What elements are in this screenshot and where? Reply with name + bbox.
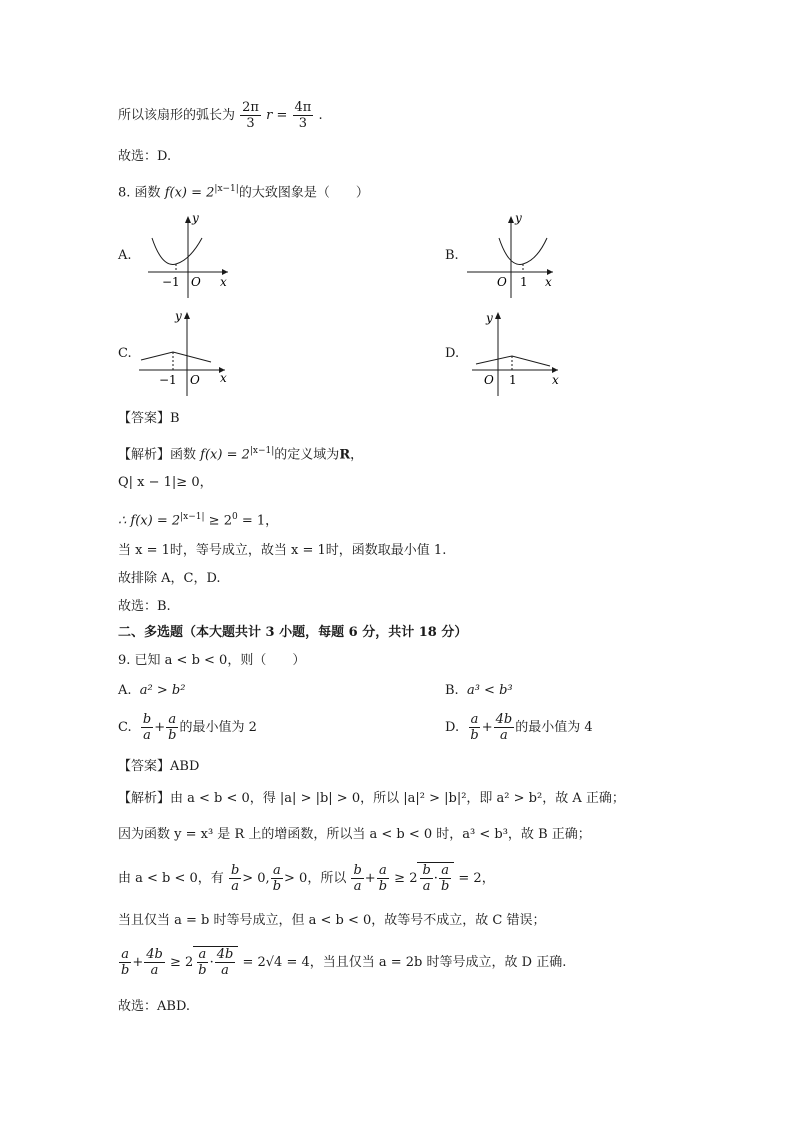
question-8: 8. 函数 $f(x) = 2^{|x-1|}$的大致图象是（ ） xyxy=(118,184,369,201)
option-9c: C. $\frac{b}{a}$ + $\frac{a}{b}$ 的最小值为 2 xyxy=(118,712,257,743)
question-9: 9. 已知 a < b < 0，则（ ） xyxy=(118,653,306,668)
step-1: Q| x − 1|≥ 0， xyxy=(118,475,213,490)
y-axis-label: y xyxy=(175,309,182,323)
analysis-9-line-3: 由 a < b < 0，有 $\frac{b}{a}$ > 0, $\frac{a}{b}$ > 0，所以 $\frac{b}{a}$ + $\frac{a}{b}$ ≥ 2 $\frac{b}{a}$ · $\frac{a}{b}$ = 2， xyxy=(118,863,495,894)
x-axis-label: x xyxy=(545,275,552,289)
analysis-9-line-5: $\frac{a}{b}$ + $\frac{4b}{a}$ ≥ 2 $\frac{a}{b}$ · $\frac{4b}{a}$ = 2√4 = 4，当且仅当 a = 2b 时等号成立，故 D 正确. xyxy=(121,947,567,978)
fraction: $\frac{2\pi}{3}$ xyxy=(242,100,259,131)
origin-label: O xyxy=(190,373,200,387)
x-axis-label: x xyxy=(220,371,227,385)
sqrt: $\frac{a}{b}$ · $\frac{4b}{a}$ xyxy=(193,946,238,978)
y-axis-label: y xyxy=(486,311,493,325)
y-axis-label: y xyxy=(515,211,522,225)
section-heading: 二、多选题（本大题共计 3 小题，每题 6 分，共计 18 分） xyxy=(118,625,468,640)
option-a-label: A. xyxy=(118,248,132,263)
analysis-9-end: 故选：ABD. xyxy=(118,999,191,1014)
graph-b xyxy=(465,210,565,300)
option-c-label: C. xyxy=(118,346,132,361)
option-9d: D. $\frac{a}{b}$ + $\frac{4b}{a}$ 的最小值为 4 xyxy=(445,712,593,743)
option-d-label: D. xyxy=(445,346,460,361)
tick-label: −1 xyxy=(162,275,180,289)
analysis-9-line-1: 【解析】由 a < b < 0，得 |a| > |b| > 0，所以 |a|² > |b|²，即 a² > b²，故 A 正确； xyxy=(118,791,625,806)
answer-8: 【答案】B xyxy=(118,411,180,426)
graph-a xyxy=(140,210,240,300)
step-2: ∴ $f(x) = 2^{|x-1|} \ge 2^0 = 1$， xyxy=(118,512,279,529)
arc-length-line: 所以该扇形的弧长为 $\frac{2\pi}{3}$ r = $\frac{4\pi}{3}$ . xyxy=(118,100,323,131)
text-segment: r = xyxy=(266,108,288,123)
tick-label: −1 xyxy=(159,373,177,387)
choice-line-d: 故选：D. xyxy=(118,149,172,164)
analysis-8: 【解析】函数 $f(x) = 2^{|x-1|}$的定义域为R， xyxy=(118,446,364,463)
tick-label: 1 xyxy=(520,275,528,289)
analysis-9-line-4: 当且仅当 a = b 时等号成立，但 a < b < 0，故等号不成立，故 C 错误； xyxy=(118,913,546,928)
step-4: 故排除 A，C，D. xyxy=(118,571,221,586)
origin-label: O xyxy=(484,373,494,387)
graph-c xyxy=(135,308,235,398)
fraction: $\frac{4\pi}{3}$ xyxy=(294,100,312,131)
option-9a: A. a² > b² xyxy=(118,683,186,698)
answer-9: 【答案】ABD xyxy=(118,759,200,774)
origin-label: O xyxy=(497,275,507,289)
x-axis-label: x xyxy=(552,373,559,387)
analysis-9-line-2: 因为函数 y = x³ 是 R 上的增函数，所以当 a < b < 0 时，a³ < b³，故 B 正确； xyxy=(118,827,591,842)
step-3: 当 x = 1时，等号成立，故当 x = 1时，函数取最小值 1. xyxy=(118,543,447,558)
tick-label: 1 xyxy=(509,373,517,387)
x-axis-label: x xyxy=(220,275,227,289)
step-5: 故选：B. xyxy=(118,599,171,614)
option-b-label: B. xyxy=(445,248,459,263)
text-segment: 所以该扇形的弧长为 xyxy=(118,108,236,123)
y-axis-label: y xyxy=(192,211,199,225)
origin-label: O xyxy=(191,275,201,289)
option-9b: B. a³ < b³ xyxy=(445,683,513,698)
sqrt: $\frac{b}{a}$ · $\frac{a}{b}$ xyxy=(417,862,454,894)
graph-d xyxy=(470,308,570,398)
